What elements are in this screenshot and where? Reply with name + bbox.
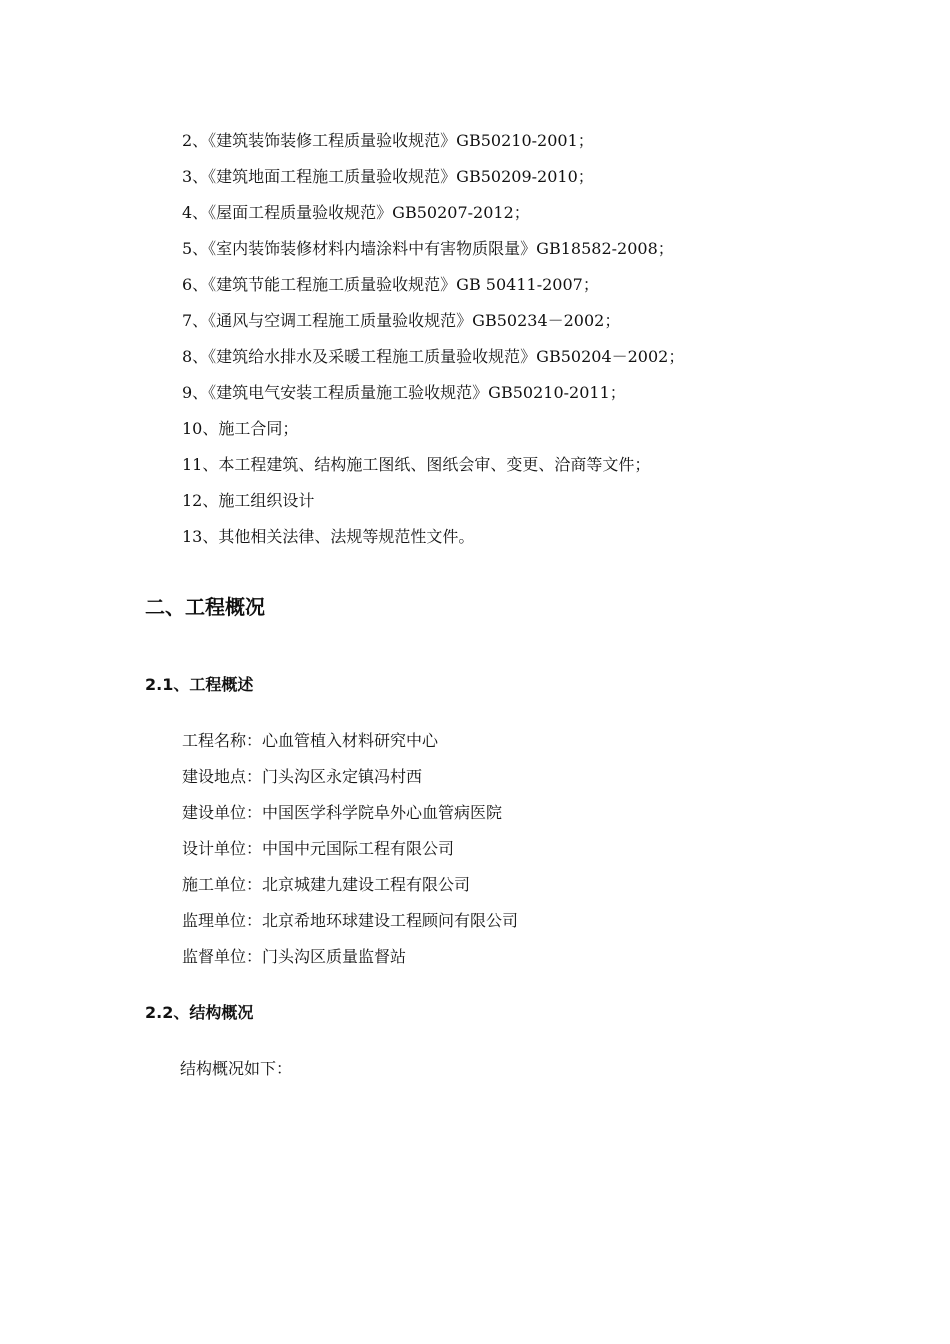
reference-item: 4、《屋面工程质量验收规范》GB50207-2012； [182, 203, 530, 222]
subsection-heading-overview: 2.1、工程概述 [145, 675, 254, 694]
project-info-item: 监理单位：北京希地环球建设工程顾问有限公司 [182, 911, 519, 930]
project-info-list [182, 727, 882, 979]
project-info-item: 监督单位：门头沟区质量监督站 [182, 947, 407, 966]
section-heading-project-overview: 二、工程概况 [145, 595, 265, 619]
reference-item: 6、《建筑节能工程施工质量验收规范》GB 50411-2007； [182, 275, 599, 294]
reference-item: 7、《通风与空调工程施工质量验收规范》GB50234－2002； [182, 311, 621, 330]
reference-item: 9、《建筑电气安装工程质量施工验收规范》GB50210-2011； [182, 383, 626, 402]
reference-list [182, 127, 922, 559]
reference-item: 8、《建筑给水排水及采暖工程施工质量验收规范》GB50204－2002； [182, 347, 685, 366]
subsection-heading-structure: 2.2、结构概况 [145, 1003, 254, 1022]
project-info-item: 建设地点：门头沟区永定镇冯村西 [182, 767, 423, 786]
project-info-item: 施工单位：北京城建九建设工程有限公司 [182, 875, 471, 894]
reference-item: 10、施工合同； [182, 419, 299, 438]
reference-item: 11、本工程建筑、结构施工图纸、图纸会审、变更、洽商等文件； [182, 455, 651, 474]
reference-item: 12、施工组织设计 [182, 491, 315, 510]
reference-item: 3、《建筑地面工程施工质量验收规范》GB50209-2010； [182, 167, 594, 186]
project-info-item: 设计单位：中国中元国际工程有限公司 [182, 839, 455, 858]
reference-item: 5、《室内装饰装修材料内墙涂料中有害物质限量》GB18582-2008； [182, 239, 674, 258]
project-info-item: 工程名称：心血管植入材料研究中心 [182, 731, 439, 750]
structure-intro-text: 结构概况如下： [180, 1059, 293, 1078]
project-info-item: 建设单位：中国医学科学院阜外心血管病医院 [182, 803, 503, 822]
reference-item: 13、其他相关法律、法规等规范性文件。 [182, 527, 475, 546]
reference-item: 2、《建筑装饰装修工程质量验收规范》GB50210-2001； [182, 131, 594, 150]
